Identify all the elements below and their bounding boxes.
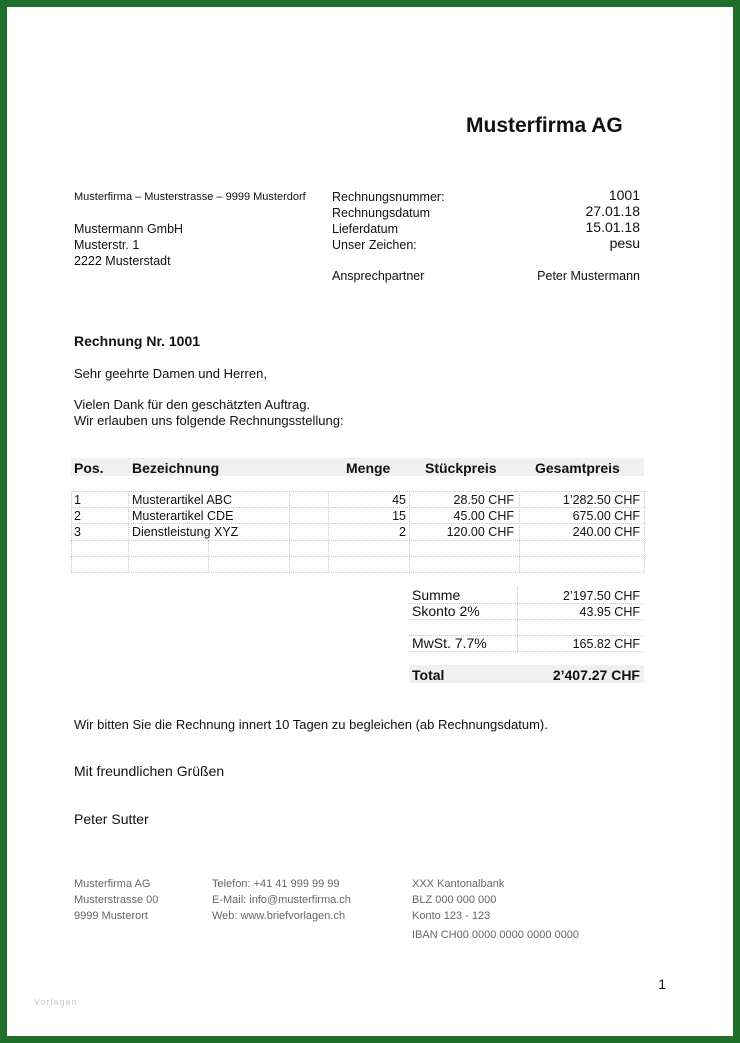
table-gridline	[71, 540, 644, 541]
row-1-qty: 45	[392, 493, 406, 507]
intro-line-2: Wir erlauben uns folgende Rechnungsstellung:	[74, 413, 344, 428]
vat-label: MwSt. 7.7%	[412, 635, 487, 651]
total-value: 2’407.27 CHF	[552, 667, 640, 683]
row-1-desc: Musterartikel ABC	[132, 493, 233, 507]
payment-note: Wir bitten Sie die Rechnung innert 10 Tagen zu begleichen (ab Rechnungsdatum).	[74, 717, 548, 732]
invoice-date-value: 27.01.18	[585, 203, 640, 219]
page-number: 1	[658, 976, 666, 992]
recipient-street: Musterstr. 1	[74, 238, 140, 252]
table-gridline	[644, 491, 645, 572]
col-header-qty: Menge	[346, 460, 391, 476]
table-gridline	[409, 491, 410, 572]
contact-value: Peter Mustermann	[537, 269, 640, 283]
col-header-pos: Pos.	[74, 460, 104, 476]
row-3-pos: 3	[74, 525, 81, 539]
recipient-name: Mustermann GmbH	[74, 222, 184, 236]
row-2-pos: 2	[74, 509, 81, 523]
reference-label: Unser Zeichen:	[332, 238, 417, 252]
row-2-total: 675.00 CHF	[572, 509, 640, 523]
row-2-unit: 45.00 CHF	[453, 509, 514, 523]
col-header-unit: Stückpreis	[425, 460, 497, 476]
totals-gridline	[517, 587, 518, 651]
table-gridline	[71, 491, 644, 492]
sum-value: 2’197.50 CHF	[562, 589, 640, 603]
table-gridline	[71, 491, 72, 572]
row-3-total: 240.00 CHF	[572, 525, 640, 539]
vat-value: 165.82 CHF	[572, 637, 640, 651]
company-title: Musterfirma AG	[466, 114, 623, 137]
invoice-number-label: Rechnungsnummer:	[332, 190, 445, 204]
delivery-date-value: 15.01.18	[585, 219, 640, 235]
table-gridline	[71, 507, 644, 508]
col-header-desc: Bezeichnung	[132, 460, 220, 476]
delivery-date-label: Lieferdatum	[332, 222, 399, 236]
footer-phone: Telefon: +41 41 999 99 99	[212, 878, 340, 890]
footer-bank: XXX Kantonalbank	[412, 878, 505, 890]
sender-line: Musterfirma – Musterstrasse – 9999 Musterdorf	[74, 191, 306, 203]
table-gridline	[71, 556, 644, 557]
table-gridline	[71, 572, 644, 573]
discount-label: Skonto 2%	[412, 603, 480, 619]
footer-street: Musterstrasse 00	[74, 894, 159, 906]
row-3-desc: Dienstleistung XYZ	[132, 525, 239, 539]
footer-iban: IBAN CH00 0000 0000 0000 0000	[412, 929, 579, 941]
invoice-date-label: Rechnungsdatum	[332, 206, 430, 220]
row-2-qty: 15	[392, 509, 406, 523]
invoice-heading: Rechnung Nr. 1001	[74, 333, 201, 349]
intro-line-1: Vielen Dank für den geschätzten Auftrag.	[74, 397, 311, 412]
row-1-unit: 28.50 CHF	[453, 493, 514, 507]
table-gridline	[71, 523, 644, 524]
contact-label: Ansprechpartner	[332, 269, 425, 283]
table-gridline	[519, 491, 520, 572]
totals-gridline	[409, 651, 644, 652]
footer-web: Web: www.briefvorlagen.ch	[212, 910, 346, 922]
table-gridline	[328, 491, 329, 572]
reference-value: pesu	[609, 235, 640, 251]
invoice-number-value: 1001	[608, 187, 640, 203]
total-label: Total	[412, 667, 445, 683]
sum-label: Summe	[412, 587, 461, 603]
watermark: Vorlagen	[34, 997, 78, 1007]
row-1-total: 1’282.50 CHF	[562, 493, 640, 507]
footer-email: E-Mail: info@musterfirma.ch	[212, 894, 351, 906]
row-3-unit: 120.00 CHF	[446, 525, 514, 539]
footer-blz: BLZ 000 000 000	[412, 894, 497, 906]
footer-company: Musterfirma AG	[74, 878, 151, 890]
discount-value: 43.95 CHF	[579, 605, 640, 619]
table-gridline	[289, 491, 290, 572]
table-gridline	[208, 540, 209, 572]
closing: Mit freundlichen Grüßen	[74, 763, 225, 779]
col-header-total: Gesamtpreis	[535, 460, 620, 476]
footer-account: Konto 123 - 123	[412, 910, 491, 922]
row-1-pos: 1	[74, 493, 81, 507]
row-2-desc: Musterartikel CDE	[132, 509, 234, 523]
totals-gridline	[409, 619, 644, 620]
table-gridline	[128, 491, 129, 572]
recipient-city: 2222 Musterstadt	[74, 254, 171, 268]
row-3-qty: 2	[399, 525, 406, 539]
salutation: Sehr geehrte Damen und Herren,	[74, 366, 267, 381]
footer-city: 9999 Musterort	[74, 910, 148, 922]
signature: Peter Sutter	[74, 811, 149, 827]
